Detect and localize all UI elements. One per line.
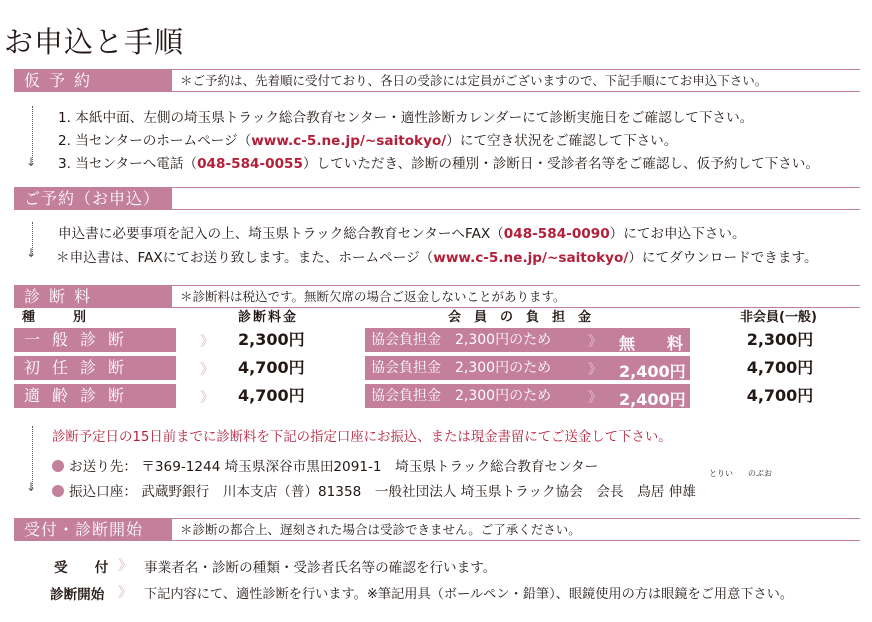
reserve-step-3: 3. 当センターへ電話（048-584-0055）していただき、診断の種別・診断日・受診者名等をご確認し、仮予約して下さい。 [58, 156, 819, 172]
ruby-surname: とりい [709, 469, 733, 478]
website-link[interactable]: www.c-5.ne.jp/~saitokyo/ [433, 250, 629, 266]
fee-row-fee: 4,700円 [238, 386, 305, 405]
reception-note: ＊診断の都合上、遅刻された場合は受診できません。ご了承ください。 [180, 522, 581, 537]
arrow-down-icon: ↓ [26, 155, 37, 169]
chair-name: 鳥居 伸雄 [637, 484, 696, 500]
bank-line: 振込口座： 武蔵野銀行 川本支店（普）81358 一般社団法人 埼玉県トラック協会 会長 鳥居 伸雄 [52, 480, 696, 500]
bullet-icon [52, 485, 64, 497]
fee-row-name: 初任診断 [14, 356, 176, 380]
reception-heading: 受付・診断開始 [14, 518, 172, 541]
fee-row-assoc: 協会負担金 2,300円のため [365, 328, 690, 352]
fee-note: ＊診断料は税込です。無断欠席の場合ご返金しないことがあります。 [180, 289, 566, 304]
reception-label: 受 付 [54, 560, 109, 576]
page-title: お申込と手順 [4, 25, 185, 59]
start-text: 下記内容にて、適性診断を行います。※筆記用具（ボールペン・鉛筆）、眼鏡使用の方は眼鏡をご用意下さい。 [144, 587, 794, 602]
arrow-down-icon: ↓ [26, 480, 37, 494]
fee-row-nonmember: 4,700円 [746, 358, 814, 377]
reception-text: 事業者名・診断の種類・受診者氏名等の確認を行います。 [144, 560, 497, 576]
apply-heading: ご予約（お申込） [14, 187, 172, 210]
arrow-down-icon: ↓ [26, 246, 37, 260]
fee-row-name: 一般診断 [14, 328, 176, 352]
phone-number: 048-584-0055 [197, 156, 303, 172]
fee-row-fee: 4,700円 [238, 358, 305, 377]
chevron-right-icon: 》 [118, 585, 129, 601]
col-fee: 診断料金 [238, 310, 299, 325]
website-link[interactable]: www.c-5.ne.jp/~saitokyo/ [251, 133, 447, 149]
chevron-right-icon: 》 [200, 334, 211, 350]
chevron-right-icon: 》 [200, 362, 211, 378]
reserve-note: ＊ご予約は、先着順に受付ており、各日の受診には定員がございますので、下記手順にてお申込下さい。 [180, 73, 768, 88]
reserve-step-1: 1. 本紙中面、左側の埼玉県トラック総合教育センター・適性診断カレンダーにて診断実施日をご確認して下さい。 [58, 110, 754, 126]
col-nonmember: 非会員(一般) [740, 310, 817, 325]
fee-row-member: 2,400円 [619, 362, 686, 381]
fee-heading: 診断料 [14, 285, 172, 308]
chevron-right-icon: 》 [588, 390, 599, 406]
fee-row-assoc: 協会負担金 2,300円のため [365, 356, 690, 380]
chevron-right-icon: 》 [118, 558, 129, 574]
reserve-heading: 仮予約 [14, 69, 172, 92]
apply-line-2: ＊申込書は、FAXにてお送り致します。また、ホームページ（www.c-5.ne.jp/~saitokyo/）にてダウンロードできます。 [56, 250, 818, 266]
bullet-icon [52, 460, 64, 472]
col-member: 会 員 の 負 担 金 [448, 310, 592, 325]
payment-note: 診断予定日の15日前までに診断料を下記の指定口座にお振込、または現金書留にてご送金して下さい。 [52, 430, 672, 445]
address-line: お送り先： 〒369-1244 埼玉県深谷市黒田2091-1 埼玉県トラック総合教育センター [52, 455, 598, 475]
fee-flow-line [32, 426, 33, 488]
fee-row-member: 2,400円 [619, 390, 686, 409]
chevron-right-icon: 》 [588, 334, 599, 350]
fee-row-nonmember: 4,700円 [746, 386, 814, 405]
fee-row-member: 無 料 [619, 334, 684, 353]
fee-row-assoc: 協会負担金 2,300円のため [365, 384, 690, 408]
apply-line-1: 申込書に必要事項を記入の上、埼玉県トラック総合教育センターへFAX（048-584-0090）にてお申込下さい。 [58, 226, 746, 242]
start-label: 診断開始 [50, 587, 105, 603]
fee-row-nonmember: 2,300円 [746, 330, 814, 349]
ruby-given-name: のぶお [748, 469, 772, 478]
fee-row-name: 適齢診断 [14, 384, 176, 408]
fax-number: 048-584-0090 [503, 226, 610, 242]
fee-row-fee: 2,300円 [238, 330, 305, 349]
chevron-right-icon: 》 [200, 390, 211, 406]
chevron-right-icon: 》 [588, 362, 599, 378]
reserve-step-2: 2. 当センターのホームページ（www.c-5.ne.jp/~saitokyo/）にて空き状況をご確認して下さい。 [58, 133, 678, 149]
col-type: 種 別 [22, 310, 91, 325]
